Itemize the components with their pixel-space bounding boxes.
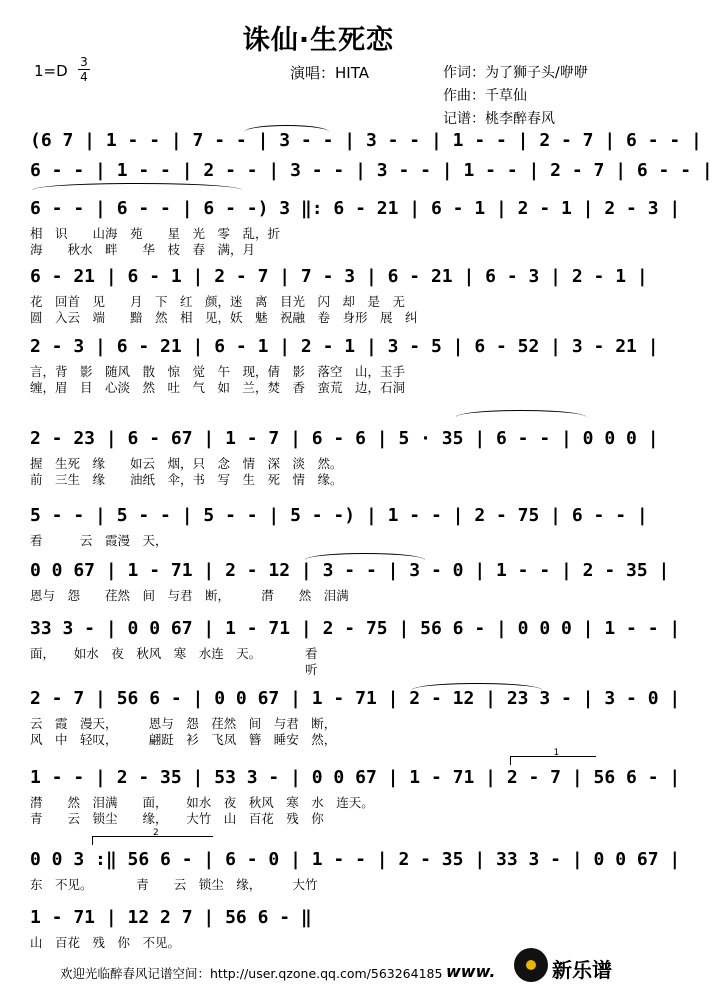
lyric-line: 握 生死 缘 如云 烟，只 念 情 深 淡 然。: [30, 456, 343, 471]
notation-line: 6 - - | 6 - - | 6 - -) 3 ‖: 6 - 21 | 6 - 1 | 2 - 1 | 2 - 3 |: [30, 198, 681, 219]
tie-arc: [412, 683, 542, 690]
tie-arc: [244, 125, 329, 132]
lyric-line: 海 秋水 畔 华 枝 春 满，月: [30, 242, 256, 257]
notation-line: 33 3 - | 0 0 67 | 1 - 71 | 2 - 75 | 56 6 - | 0 0 0 | 1 - - |: [30, 618, 681, 639]
notation-line: 2 - 23 | 6 - 67 | 1 - 7 | 6 - 6 | 5 · 35 | 6 - - | 0 0 0 |: [30, 428, 659, 449]
volta-bracket-2: [92, 828, 213, 845]
lyric-line: 前 三生 缘 油纸 伞，书 写 生 死 情 缘。: [30, 472, 343, 487]
notation-line: (6 7 | 1 - - | 7 - - | 3 - - | 3 - - | 1 - - | 2 - 7 | 6 - - |: [30, 130, 702, 151]
lyric-line: 潸 然 泪满 面， 如水 夜 秋风 寒 水 连天。: [30, 795, 374, 810]
notation-line: 1 - - | 2 - 35 | 53 3 - | 0 0 67 | 1 - 71 | 2 - 7 | 56 6 - |: [30, 767, 681, 788]
lyricist: 作词：为了狮子头/咿咿: [443, 65, 588, 81]
lyric-line: 面， 如水 夜 秋风 寒 水连 天。 看: [30, 646, 318, 661]
notation-line: 2 - 7 | 56 6 - | 0 0 67 | 1 - 71 | 2 - 12 | 23 3 - | 3 - 0 |: [30, 688, 681, 709]
notation-line: 6 - - | 1 - - | 2 - - | 3 - - | 3 - - | 1 - - | 2 - 7 | 6 - - |: [30, 160, 713, 181]
lyric-line: 风 中 轻叹， 翩跹 衫 飞凤 簪 睡安 然，: [30, 732, 337, 747]
lyric-line: 看 云 霞漫 天，: [30, 533, 168, 548]
tie-arc: [32, 183, 242, 190]
song-title: 诛仙·生死恋: [242, 25, 395, 56]
lyric-line: 东 不见。 青 云 锁尘 缘， 大竹: [30, 877, 318, 892]
lyric-line: 圆 入云 端 黯 然 相 见，妖 魅 祝融 卷 身形 展 纠: [30, 310, 418, 325]
singer: 演唱：HITA: [290, 64, 369, 82]
notation-line: 6 - 21 | 6 - 1 | 2 - 7 | 7 - 3 | 6 - 21 | 6 - 3 | 2 - 1 |: [30, 266, 648, 287]
lyric-line: 花 回首 见 月 下 红 颜，迷 离 目光 闪 却 是 无: [30, 294, 406, 309]
transcriber: 记谱：桃李醉春风: [443, 111, 555, 127]
lyric-line: 缠，眉 目 心淡 然 吐 气 如 兰，焚 香 蛮荒 边，石洞: [30, 380, 406, 395]
lyric-line: 云 霞 漫天， 恩与 怨 荏然 间 与君 断，: [30, 716, 337, 731]
volta-bracket-1: [510, 748, 596, 765]
notation-line: 2 - 3 | 6 - 21 | 6 - 1 | 2 - 1 | 3 - 5 | 6 - 52 | 3 - 21 |: [30, 336, 659, 357]
tie-arc: [305, 553, 425, 560]
record-disc-icon: [514, 948, 548, 982]
time-signature-bottom: 4: [80, 70, 88, 84]
notation-line: 5 - - | 5 - - | 5 - - | 5 - -) | 1 - - | 2 - 75 | 6 - - |: [30, 505, 648, 526]
notation-line: 0 0 67 | 1 - 71 | 2 - 12 | 3 - - | 3 - 0 | 1 - - | 2 - 35 |: [30, 560, 670, 581]
time-signature: [78, 56, 90, 83]
key-signature: 1=D: [34, 62, 68, 80]
lyric-line: 恩与 怨 荏然 间 与君 断， 潸 然 泪满: [30, 588, 349, 603]
volta-2-label: 2: [153, 828, 159, 838]
site-logo: [512, 946, 632, 986]
footer-text: 欢迎光临醉春风记谱空间：http://user.qzone.qq.com/563264185: [60, 966, 443, 981]
lyric-line: 听: [30, 662, 318, 677]
volta-1-label: 1: [553, 748, 560, 758]
tie-arc: [456, 410, 586, 417]
lyric-line: 山 百花 残 你 不见。: [30, 935, 181, 950]
watermark-www: www.: [446, 962, 496, 981]
time-signature-top: 3: [80, 55, 88, 69]
notation-line: 0 0 3 :‖ 56 6 - | 6 - 0 | 1 - - | 2 - 35 | 33 3 - | 0 0 67 |: [30, 849, 681, 870]
logo-text: 新乐谱: [552, 960, 612, 982]
notation-line: 1 - 71 | 12 2 7 | 56 6 - ‖: [30, 907, 312, 928]
lyric-line: 相 识 山海 苑 星 光 零 乱，折: [30, 226, 281, 241]
lyric-line: 言，背 影 随风 散 惊 觉 午 现，倩 影 落空 山，玉手: [30, 364, 406, 379]
lyric-line: 青 云 锁尘 缘， 大竹 山 百花 残 你: [30, 811, 324, 826]
composer: 作曲：千草仙: [443, 88, 527, 104]
